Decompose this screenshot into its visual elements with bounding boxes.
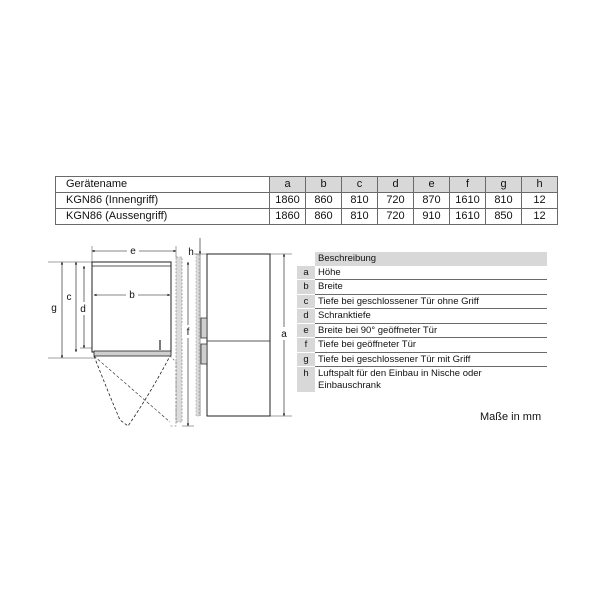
door-open-outline [94,356,170,422]
legend-text: Tiefe bei geschlossener Tür mit Griff [315,352,547,367]
legend-item [297,352,547,367]
device-name: KGN86 (Innengriff) [56,193,270,209]
legend-item [297,367,547,393]
table-cell: 1860 [270,209,306,225]
top-view [48,244,194,426]
legend-item [297,294,547,309]
column-header-c: c [342,177,378,193]
legend-key: c [297,294,315,309]
legend-text: Luftspalt für den Einbau in Nische oder Einbauschrank [318,368,482,391]
units-note: Maße in mm [480,411,542,423]
niche-wall [176,257,182,422]
table-cell: 12 [522,193,558,209]
legend-key: d [297,309,315,324]
device-name-header: Gerätename [56,177,270,193]
legend-key: g [297,352,315,367]
upper-handle [201,318,207,338]
legend-item [297,323,547,338]
table-cell: 1860 [270,193,306,209]
device-name: KGN86 (Aussengriff) [56,209,270,225]
legend-item [297,309,547,324]
legend-header-row [297,252,547,266]
table-cell: 910 [414,209,450,225]
table-cell: 850 [486,209,522,225]
dimension-label-h: h [188,247,194,258]
table-cell: 870 [414,193,450,209]
legend-key: a [297,266,315,280]
legend-key: b [297,280,315,295]
dimension-label-d: d [80,304,86,315]
cabinet-top-outline [92,262,171,352]
table-cell: 1610 [450,209,486,225]
lower-handle [201,344,207,364]
column-header-b: b [306,177,342,193]
column-header-e: e [414,177,450,193]
table-cell: 860 [306,193,342,209]
door-closed [94,351,171,356]
legend-key: e [297,323,315,338]
legend-key: f [297,338,315,353]
table-cell: 720 [378,193,414,209]
dimension-label-e: e [130,246,136,257]
legend-text: Breite bei 90° geöffneter Tür [315,323,547,338]
legend-text: Höhe [315,266,547,280]
legend-text: Tiefe bei geöffneter Tür [315,338,547,353]
table-cell: 810 [342,193,378,209]
table-cell: 860 [306,209,342,225]
legend-header: Beschreibung [315,252,547,266]
dimension-label-f: f [186,327,190,338]
column-header-f: f [450,177,486,193]
niche-wall-side [196,254,199,416]
dimension-label-g: g [51,303,57,314]
legend-text: Tiefe bei geschlossener Tür ohne Griff [315,294,547,309]
legend-key: h [297,367,315,393]
legend-item [297,338,547,353]
table-cell: 1610 [450,193,486,209]
cabinet-side-outline [207,254,270,416]
dimension-label-a: a [281,329,287,340]
legend-table [297,252,547,392]
table-cell: 720 [378,209,414,225]
side-view [188,238,292,416]
legend-text: Breite [315,280,547,295]
table-cell: 810 [486,193,522,209]
column-header-d: d [378,177,414,193]
legend-item [297,280,547,295]
table-cell: 12 [522,209,558,225]
legend-text: Schranktiefe [315,309,547,324]
dimension-label-b: b [129,290,135,301]
door-open-edge [170,356,176,426]
legend-item [297,266,547,280]
column-header-a: a [270,177,306,193]
column-header-h: h [522,177,558,193]
table-cell: 810 [342,209,378,225]
dimension-label-c: c [66,292,72,303]
column-header-g: g [486,177,522,193]
door-swing-arc [94,356,170,426]
